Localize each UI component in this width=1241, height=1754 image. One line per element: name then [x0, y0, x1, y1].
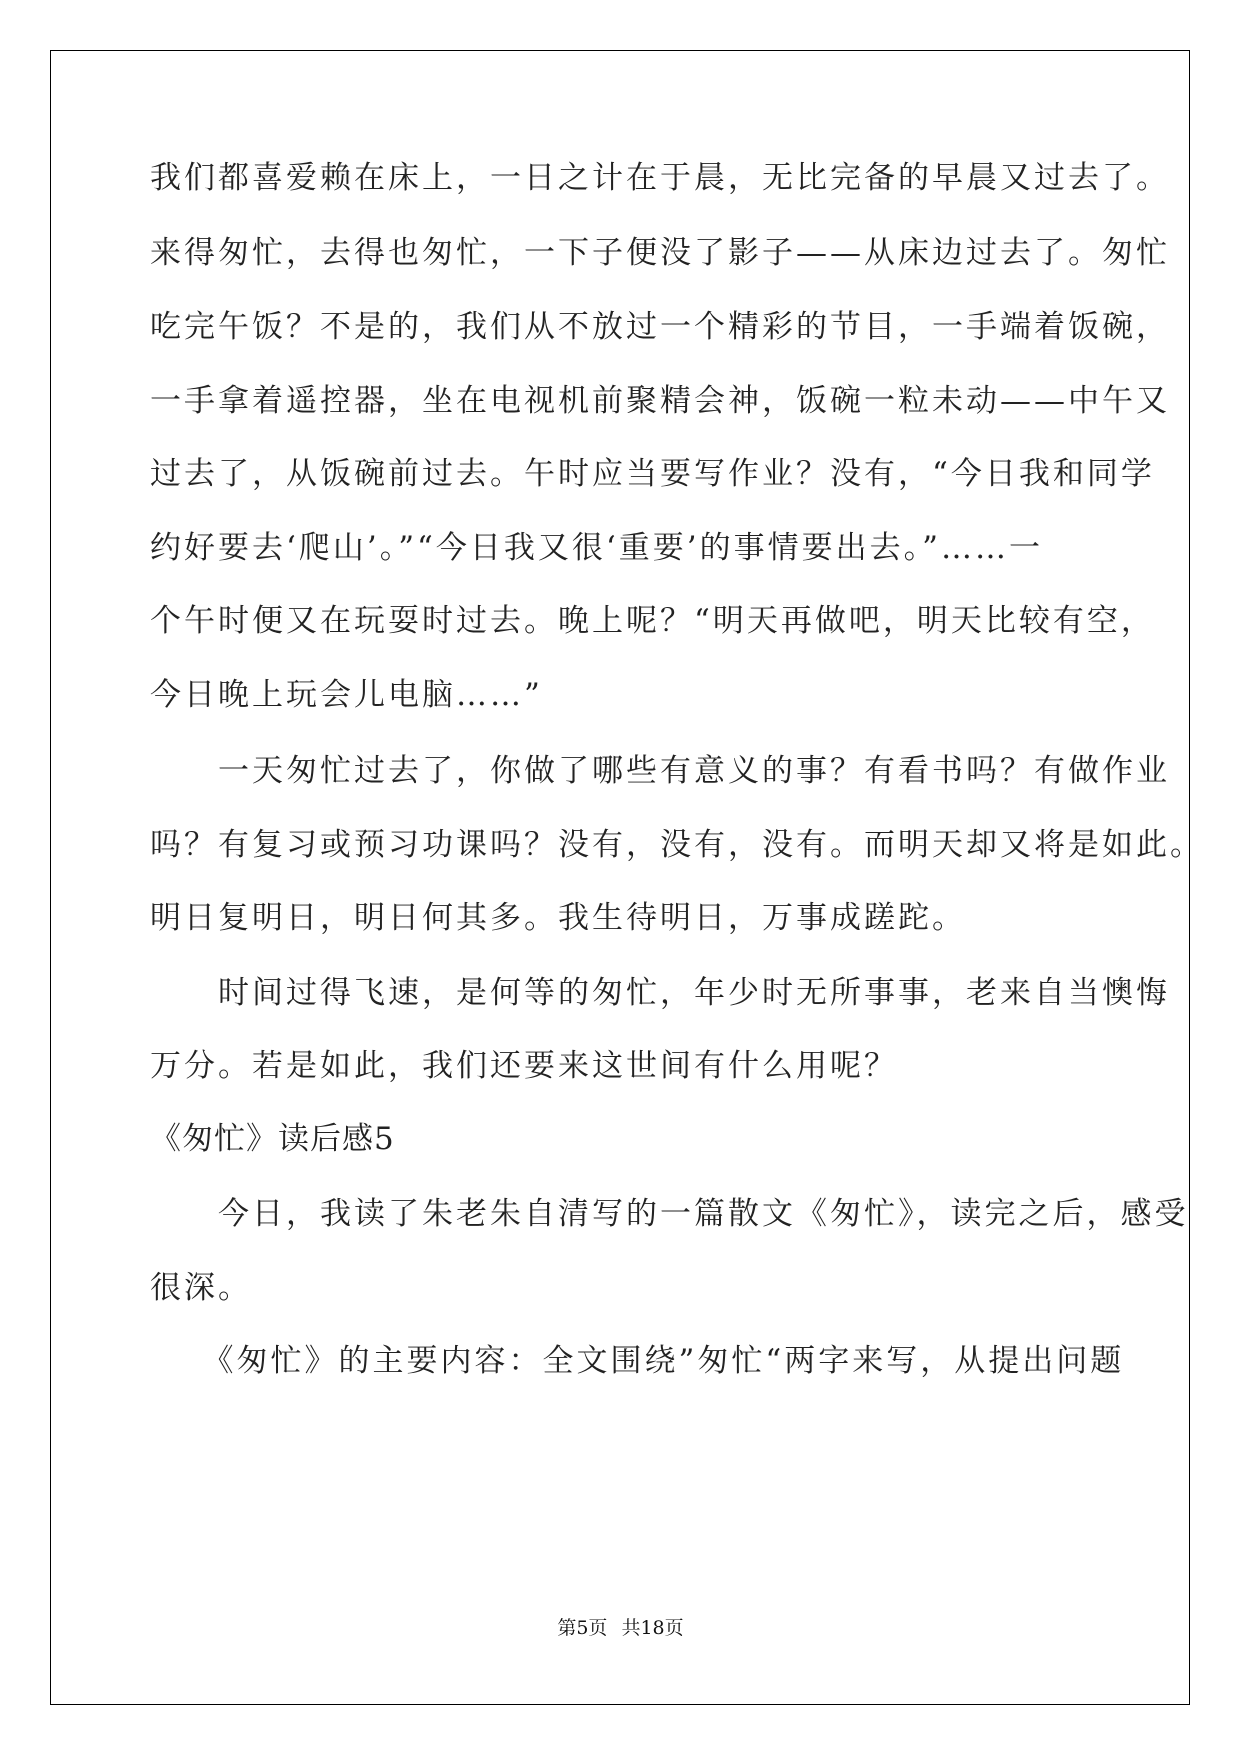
paragraph-line: 《匆忙》的主要内容：全文围绕”匆忙“两字来写，从提出问题 — [150, 1343, 1125, 1379]
page-total: 共18页 — [621, 1617, 684, 1639]
text-line: 今日晚上玩会儿电脑……” — [150, 677, 543, 713]
paragraph-line: 今日，我读了朱老朱自清写的一篇散文《匆忙》，读完之后，感受 — [150, 1196, 1189, 1232]
page-footer — [0, 1613, 1241, 1640]
text-line: 约好要去‘爬山’。”“今日我又很‘重要’的事情要出去。”……一 — [150, 530, 1043, 566]
text-line: 万分。若是如此，我们还要来这世间有什么用呢？ — [150, 1048, 898, 1084]
text-line: 过去了，从饭碗前过去。午时应当要写作业？没有，“今日我和同学 — [150, 456, 1155, 492]
page-number: 第5页 — [557, 1617, 608, 1639]
text-line: 个午时便又在玩耍时过去。晚上呢？“明天再做吧，明天比较有空， — [150, 603, 1155, 639]
paragraph-line: 时间过得飞速，是何等的匆忙，年少时无所事事，老来自当懊悔 — [150, 975, 1170, 1011]
text-line: 很深。 — [150, 1270, 252, 1306]
page-border — [50, 50, 1190, 1705]
text-line: 明日复明日，明日何其多。我生待明日，万事成蹉跎。 — [150, 900, 966, 936]
paragraph-line: 一天匆忙过去了，你做了哪些有意义的事？有看书吗？有做作业 — [150, 753, 1170, 789]
text-line: 来得匆忙，去得也匆忙，一下子便没了影子——从床边过去了。匆忙 — [150, 235, 1170, 271]
text-line: 吗？有复习或预习功课吗？没有，没有，没有。而明天却又将是如此。 — [150, 827, 1204, 863]
text-line: 我们都喜爱赖在床上，一日之计在于晨，无比完备的早晨又过去了。 — [150, 160, 1170, 196]
text-line: 一手拿着遥控器，坐在电视机前聚精会神，饭碗一粒未动——中午又 — [150, 383, 1170, 419]
section-heading: 《匆忙》读后感5 — [150, 1121, 395, 1157]
text-line: 吃完午饭？不是的，我们从不放过一个精彩的节目，一手端着饭碗， — [150, 309, 1170, 345]
